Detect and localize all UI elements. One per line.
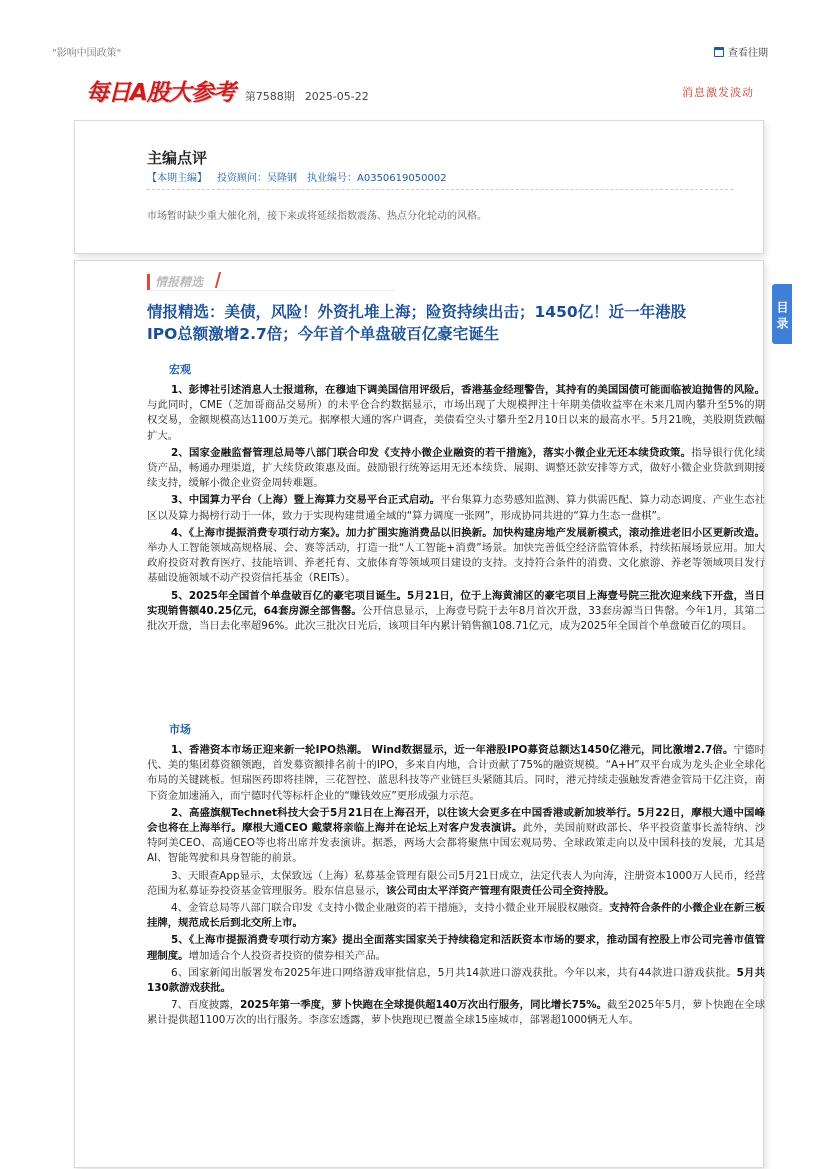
news-item-bold: 2、高盛旗舰Technet科技大会于5月21日在上海召开，以往该大会更多在中国香港或新加坡举行。5月22日，摩根大通中国峰会也将在上海举行。摩根大通CEO 戴蒙将亲临上海并在论坛上对客户发表演讲。 — [147, 806, 765, 835]
news-item — [147, 743, 765, 804]
news-item-text: 3、天眼查App显示，太保致远（上海）私募基金管理有限公司5月21日成立，法定代表人为向涛，注册资本1000万人民币，经营范围为私募证券投资基金管理服务。股东信息显示， — [147, 869, 765, 897]
masthead — [86, 74, 369, 107]
headline-line: IPO总额激增2.7倍；今年首个单盘破百亿豪宅诞生 — [147, 325, 500, 343]
news-item-bold: 5月共130款游戏获批。 — [147, 966, 766, 995]
news-item — [147, 933, 765, 963]
news-item-bold: 5、《上海市提振消费专项行动方案》提出全面落实国家关于持续稳定和活跃资本市场的要求，推动国有控股上市公司完善市值管理制度。 — [147, 934, 765, 962]
news-item — [147, 383, 765, 444]
section-tag — [147, 271, 395, 291]
news-item-bold: 4、《上海市提振消费专项行动方案》。加力扩围实施消费品以旧换新。加快构建房地产发展新模式，滚动推进老旧小区更新改造。 — [171, 526, 765, 539]
news-item-text: 此外，美国前财政部长、华平投资董事长盖特纳、沙特阿美CEO、高通CEO等也将出席并发表演讲。据悉，两场大会都将聚焦中国宏观局势、全球政策走向以及中国科技的发展，尤其是AI、智能驾驶和具身智能的前景。 — [147, 822, 765, 865]
editorial-card — [74, 120, 764, 254]
news-item-bold: 该公司由太平洋资产管理有限责任公司全资持股。 — [385, 884, 615, 897]
headline — [147, 301, 733, 345]
newsletter — [66, 64, 770, 1164]
top-note: "影响中国政策" — [52, 48, 122, 59]
editorial-meta — [147, 169, 447, 184]
news-item-bold: 1、香港资本市场正迎来新一轮IPO热潮。 Wind数据显示，近一年港股IPO募资总额达1450亿港元，同比激增2.7倍。 — [171, 744, 734, 756]
news-item — [147, 493, 765, 523]
license-number: 执业编号：A0350619050002 — [307, 173, 447, 184]
market-list — [147, 743, 765, 1031]
news-item-text: 增加适合个人投资者投资的债券相关产品。 — [188, 949, 386, 962]
news-item-text: 7、百度披露， — [171, 999, 241, 1012]
history-label: 查看往期 — [728, 48, 768, 59]
advisor-name: 投资顾问：吴隆钢 — [217, 173, 297, 184]
news-item-text: 平台集算力态势感知监测、算力供需匹配、算力动态调度、产业生态社区以及算力揭榜行动于一体，致力于实现构建贯通全域的“算力调度一张网”，形成协同共进的“算力生态一盘棋”。 — [147, 494, 765, 522]
news-item — [147, 526, 765, 587]
slogan: 消息激发波动 — [682, 86, 754, 99]
news-item — [147, 446, 765, 492]
news-item-text: 截至2025年5月，萝卜快跑在全球累计提供超1100万次的出行服务。李彦宏透露，萝卜快跑现已覆盖全球15座城市，部署超1000辆无人车。 — [147, 999, 765, 1027]
headline-line: 情报精选：美债，风险！外资扎堆上海；险资持续出击；1450亿！近一年港股 — [147, 303, 687, 321]
editor-tag: 【本期主编】 — [147, 173, 207, 184]
macro-label: 宏观 — [169, 363, 191, 376]
report-card — [74, 260, 764, 1168]
news-item-bold: 3、中国算力平台（上海）暨上海算力交易平台正式启动。 — [171, 494, 441, 507]
news-item-text: 指导银行优化续贷产品，畅通办理渠道，扩大续贷政策惠及面。鼓励银行统筹运用无还本续贷、展期、调整还款安排等方式，做好小微企业贷款到期接续支持，缓解小微企业资金周转难题。 — [147, 446, 766, 490]
news-item — [147, 806, 765, 867]
news-item-text: 举办人工智能领域高规格展、会、赛等活动，打造一批“人工智能+消费”场景。加快完善低空经济监管体系，持续拓展场景应用。加大政府投资对教育医疗、技能培训、养老托育、文旅体育等领域项目建设的支持。支持符合条件的消费、文化旅游、养老等领域项目发行基础设施领域不动产投资信托基金（REITs）。 — [147, 542, 765, 585]
logo: 每日A股大参考 — [86, 80, 235, 106]
macro-list — [147, 383, 765, 636]
issue-date: 2025-05-22 — [304, 90, 369, 103]
news-item — [147, 589, 765, 635]
calendar-icon — [714, 47, 724, 57]
issue-number: 第7588期 — [244, 90, 295, 103]
news-item — [147, 901, 765, 931]
market-label: 市场 — [169, 723, 191, 736]
news-item-bold: 支持符合条件的小微企业在新三板挂牌，规范成长后到北交所上市。 — [147, 902, 765, 930]
editorial-title: 主编点评 — [147, 149, 208, 167]
news-item — [147, 869, 765, 899]
history-link[interactable] — [714, 44, 768, 59]
news-item-bold: 5、2025年全国首个单盘破百亿的豪宅项目诞生。5月21日，位于上海黄浦区的豪宅项目上海壹号院三批次迎来线下开盘，当日实现销售额40.25亿元，64套房源全部售罄。 — [147, 589, 765, 617]
divider — [147, 189, 733, 190]
news-item-bold: 2、国家金融监督管理总局等八部门联合印发《支持小微企业融资的若干措施》，落实小微企业无还本续贷政策。 — [171, 446, 692, 459]
news-item-bold: 1、彭博社引述消息人士报道称，在穆迪下调美国信用评级后，香港基金经理警告，其持有的美国国债可能面临被迫抛售的风险。 — [171, 384, 765, 396]
news-item-text: 6、国家新闻出版署发布2025年进口网络游戏审批信息，5月共14款进口游戏获批。今年以来，共有44款进口游戏获批。 — [171, 966, 737, 979]
news-item-text: 与此同时，CME（芝加哥商品交易所）的未平仓合约数据显示，市场出现了大规模押注十年期美债收益率在未来几周内攀升至5%的期权交易，金额规模高达1100万美元。据摩根大通的客户调查，美债看空头寸攀升至2月10日以来的最高水平。5月21晚，美股期货跌幅扩大。 — [147, 399, 765, 442]
section-tag-label: 情报精选 — [155, 275, 204, 289]
news-item-text: 4、金管总局等八部门联合印发《支持小微企业融资的若干措施》，支持小微企业开展股权融资。 — [171, 902, 610, 915]
tag-slash — [215, 272, 221, 288]
editorial-text: 市场暂时缺少重大催化剂，接下来或将延续指数震荡、热点分化轮动的风格。 — [147, 211, 487, 222]
news-item-bold: 2025年第一季度，萝卜快跑在全球提供超140万次出行服务，同比增长75%。 — [240, 999, 608, 1012]
toc-tab[interactable]: 目录 — [772, 284, 792, 344]
news-item — [147, 966, 765, 996]
news-item-text: 公开信息显示，上海壹号院于去年8月首次开盘，33套房源当日售罄。今年1月，其第二批次开盘，当日去化率超96%。此次三批次日光后，该项目年内累计销售额108.71亿元，成为2025年全国首个单盘破百亿的项目。 — [147, 604, 765, 633]
news-item-text: 宁德时代、美的集团募资额领跑，首发募资额排名前十的IPO，多来自内地，合计贡献了75%的融资规模。“A+H”双平台成为龙头企业全球化布局的关键跳板。恒瑞医药即将挂牌，三花智控、蓝思科技等产业链巨头紧随其后。同时，港元持续走强触发香港金管局干亿注资，南下资金加速涌入，而宁德时代等标杆企业的“赚钱效应”更形成强力示范。 — [147, 744, 766, 802]
news-item — [147, 998, 765, 1028]
tag-bar — [147, 274, 150, 290]
